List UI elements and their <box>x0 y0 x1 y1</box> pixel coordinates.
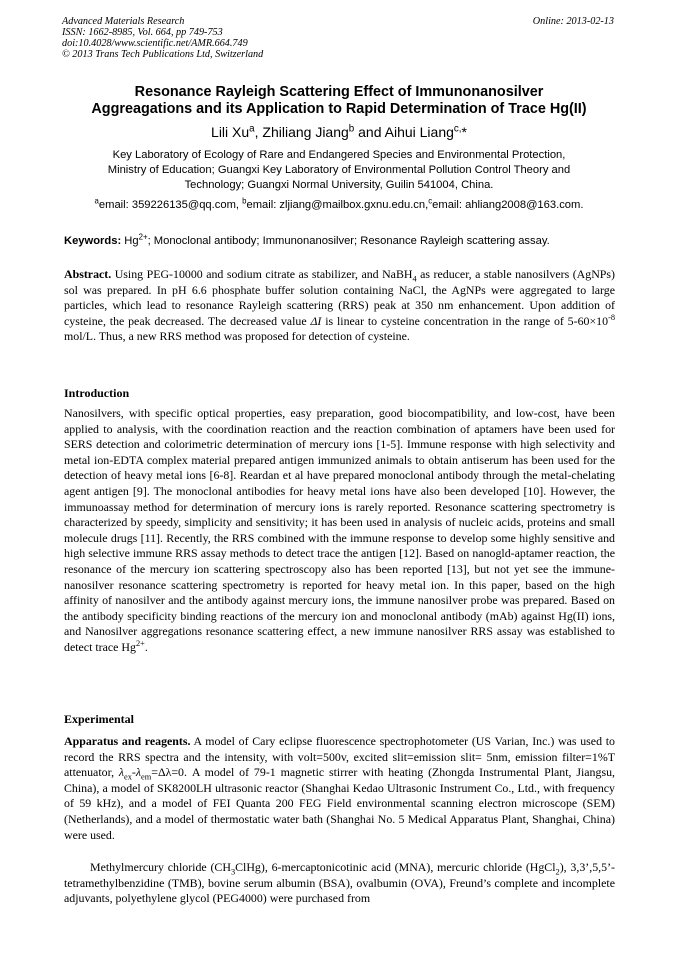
abstract-text-1: Using PEG-10000 and sodium citrate as stabilizer, and NaBH <box>111 267 413 281</box>
abstract-sub-4: 4 <box>412 274 417 284</box>
keywords-label: Keywords: <box>64 235 122 247</box>
introduction-text: Nanosilvers, with specific optical properties, easy preparation, good biocompatibility, and low-cost, have been applied to analysis, with the coordination reaction and the reaction combination of aptamers have been used for SERS detection and colorimetric determination of mercury ions [1-5]. Immune response with high selectivity and metal ion-EDTA complex material prepared antigen immunized animals to obtain antiserum has been used for the detection of heavy metal ions [6-8]. Reardan et al have prepared monoclonal antibody through the metal-chelating agent antigen [9]. The monoclonal antibodies for heavy metal ions have also been developed [10]. However, the immunoassay method for determination of mercury ions is rarely reported. Resonance scattering spectrometry is characterized by speedy, simplicity and sensitivity; it has been used in analysis of nucleic acids, proteins and small molecule drugs [11]. Recently, the RRS combined with the immune response to develop some highly sensitive and high selective immune RRS assay methods to detect trace the antigen [12]. Based on nanogld-aptamer reaction, the resonance of the mercury ion scattering spectroscopy also has been reported [13], but not yet see the immune-nanosilver resonance scattering spectrometry is reported for heavy metal ion. In this paper, based on the high affinity of nanosilver and the antibody against mercury ions, the immune nanosilver probe was prepared. Based on the antibody specificity binding reactions of the mercury ion and monoclonal antibody (mAb) against Hg(II) ions, and Nanosilver aggregations resonance scattering effect, a new immune nanosilver RRS assay was established to detect trace Hg <box>64 406 615 654</box>
keyword-hg-charge: 2+ <box>138 232 148 242</box>
email-c: email: ahliang2008@163.com. <box>432 199 584 211</box>
affiliation-line-1: Key Laboratory of Ecology of Rare and Endangered Species and Environmental Protection, <box>112 149 566 161</box>
introduction-paragraph <box>64 406 615 656</box>
keyword-hg: Hg <box>121 235 139 247</box>
author-1-mark: a <box>249 123 255 135</box>
chemicals-text-2: ClHg), 6-mercaptonicotinic acid (MNA), mercuric chloride (HgCl <box>235 860 556 874</box>
email-a-mark: a <box>94 196 99 206</box>
email-c-mark: c <box>428 196 433 206</box>
journal-name: Advanced Materials Research <box>62 16 185 27</box>
chemicals-sub-2: 2 <box>555 867 560 877</box>
introduction-heading: Introduction <box>64 386 130 400</box>
chemicals-text-3: ), 3,3’,5,5’-tetramethylbenzidine (TMB), bovine serum albumin (BSA), ovalbumin (OVA), Freund’s complete and incomplete adjuvants, polyethylene glycol (PEG4000) were purchased from <box>64 860 615 906</box>
experimental-heading: Experimental <box>64 712 134 726</box>
chemicals-paragraph <box>64 860 615 907</box>
email-b: email: zljiang@mailbox.gxnu.edu.cn, <box>246 199 429 211</box>
abstract-delta: ΔI <box>310 313 322 328</box>
lambda-ex: λ <box>118 765 125 780</box>
online-date: Online: 2013-02-13 <box>532 16 614 27</box>
paper-title <box>40 84 638 118</box>
abstract-text-3: is linear to cysteine concentration in the range of 5-60×10 <box>321 313 609 328</box>
chemicals-sub-3: 3 <box>230 867 236 877</box>
affiliation <box>60 148 618 193</box>
email-a: email: 359226135@qq.com, <box>98 199 243 211</box>
apparatus-text-1: A model of Cary eclipse fluorescence spectrophotometer (US Varian, Inc.) was used to record the RRS spectra and the intensity, with volt=500v, excited slit=emission slit= 5nm, emission filter=1%T attenuator, <box>64 734 616 780</box>
lambda-em: λ <box>135 765 142 780</box>
journal-doi: doi:10.4028/www.scientific.net/AMR.664.749 <box>62 38 248 49</box>
lambda-em-sub: em <box>141 772 152 782</box>
chemicals-text-1: Methylmercury chloride (CH <box>90 860 231 874</box>
author-sep-2: and Aihui Liang <box>354 124 454 140</box>
apparatus-paragraph <box>64 734 615 843</box>
keywords <box>64 232 620 247</box>
introduction-charge: 2+ <box>135 638 145 648</box>
abstract-label: Abstract. <box>64 267 112 281</box>
apparatus-label: Apparatus and reagents. <box>64 734 191 748</box>
email-b-mark: b <box>242 196 247 206</box>
title-line-1: Resonance Rayleigh Scattering Effect of Immunonanosilver <box>134 84 544 100</box>
author-1: Lili Xu <box>211 124 250 140</box>
author-sep-1: , Zhiliang Jiang <box>254 124 349 140</box>
abstract-text-2: as reducer, a stable nanosilvers (AgNPs) sol was prepared. In pH 6.6 phosphate buffer solution containing NaCl, the AgNPs were aggregated to large particles, which lead to resonance Rayleigh scattering (RRS) peak at 350 nm enhancement. Upon addition of cysteine, the peak decreased. The decreased value <box>64 267 615 328</box>
title-line-2: Aggreagations and its Application to Rapid Determination of Trace Hg(II) <box>91 101 587 117</box>
author-2-mark: b <box>348 123 355 135</box>
affiliation-line-3: Technology; Guangxi Normal University, Guilin 541004, China. <box>184 179 494 191</box>
keywords-rest: ; Monoclonal antibody; Immunonanosilver; Resonance Rayleigh scattering assay. <box>147 235 550 247</box>
journal-copyright: © 2013 Trans Tech Publications Ltd, Switzerland <box>62 49 264 60</box>
corresponding-star: * <box>461 124 467 140</box>
introduction-end: . <box>144 639 148 654</box>
author-emails <box>40 196 638 211</box>
lambda-dash: - <box>131 765 136 780</box>
author-list <box>40 124 638 140</box>
journal-issn: ISSN: 1662-8985, Vol. 664, pp 749-753 <box>62 27 223 38</box>
author-3-mark: c, <box>453 123 462 135</box>
apparatus-text-2: =Δλ=0. A model of 79-1 magnetic stirrer with heating (Zhongda Instrumental Plant, Jiangsu, China), a model of SK8200LH ultrasonic reactor (Shanghai Kedao Ultrasonic Instrument Co., Ltd., with frequency of 59 kHz), and a model of FEI Quanta 200 FEG Field environmental scanning electron microscope (SEM) (Netherlands), and a model of thermostatic water bath (Shanghai No. 5 Medical Apparatus Plant, Shanghai, China) were used. <box>64 765 615 842</box>
abstract-text-4: mol/L. Thus, a new RRS method was proposed for detection of cysteine. <box>64 329 410 344</box>
abstract <box>64 267 615 345</box>
lambda-ex-sub: ex <box>124 772 132 782</box>
affiliation-line-2: Ministry of Education; Guangxi Key Laboratory of Environmental Pollution Control Theory and <box>107 164 571 176</box>
abstract-exponent: -8 <box>608 312 616 322</box>
